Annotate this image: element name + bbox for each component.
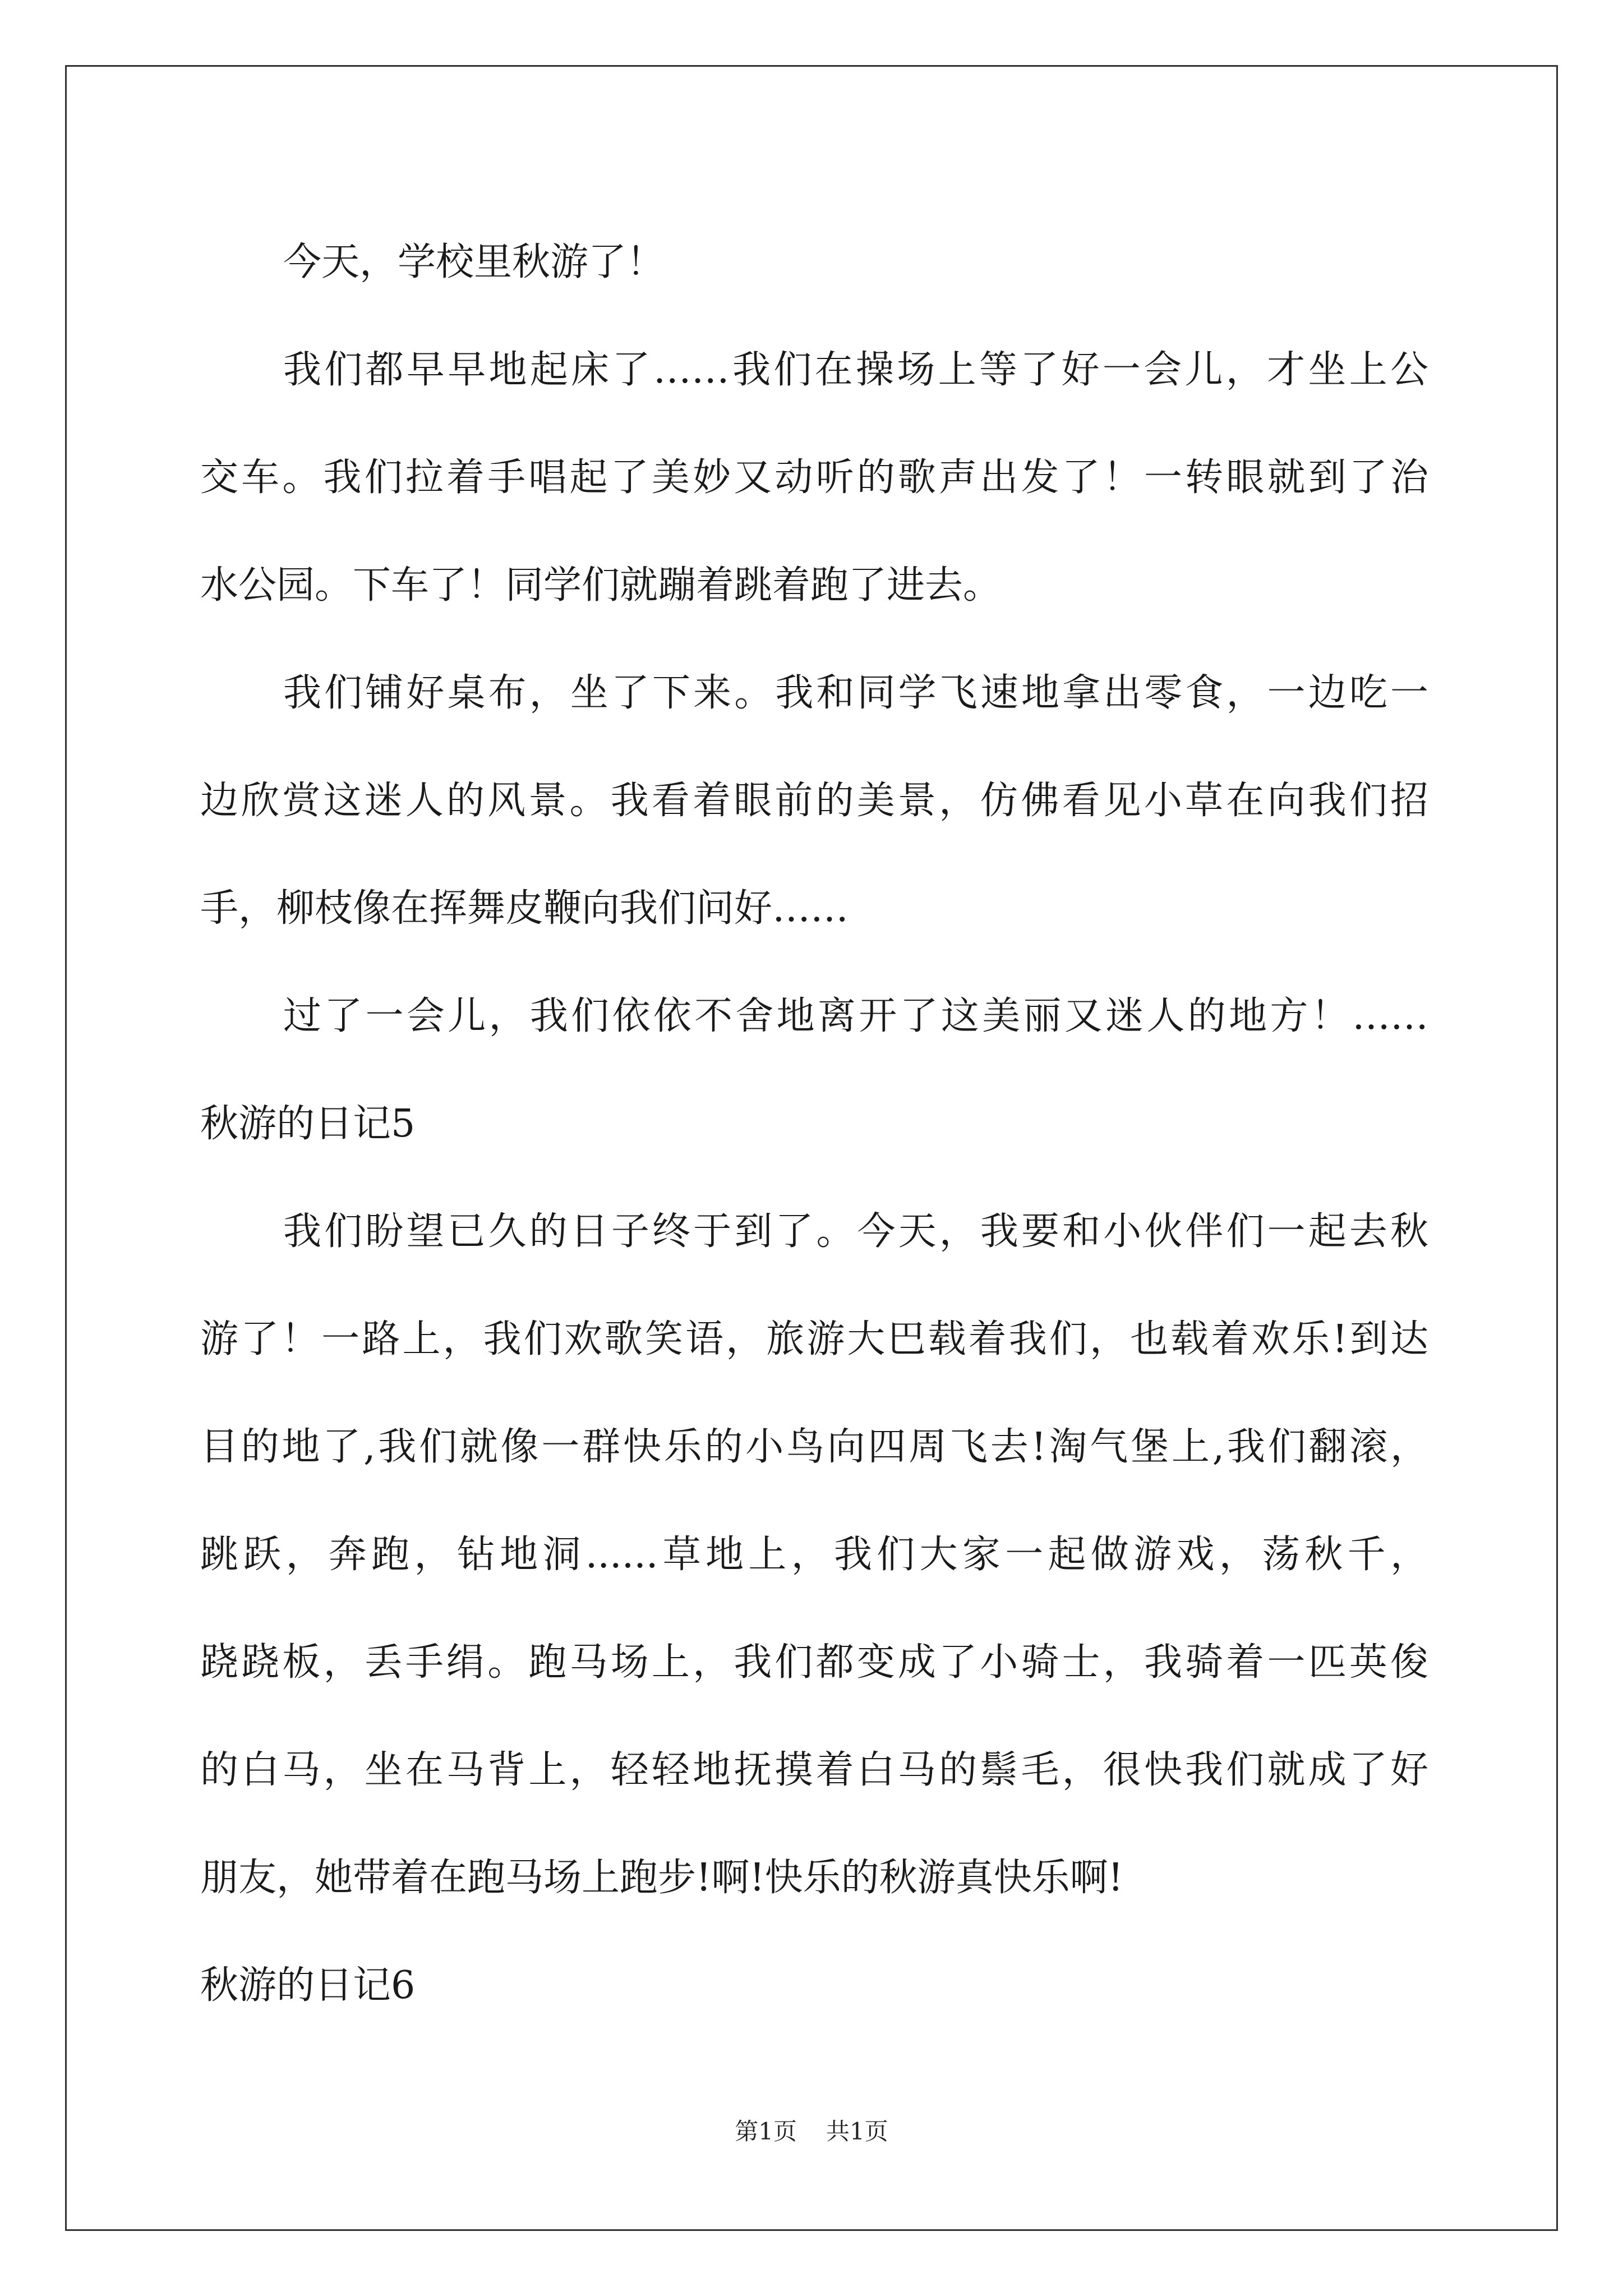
text-line: 目的地了,我们就像一群快乐的小鸟向四周飞去!淘气堡上,我们翻滚， bbox=[200, 1425, 1428, 1469]
text-line: 的白马，坐在马背上，轻轻地抚摸着白马的鬃毛，很快我们就成了好 bbox=[200, 1748, 1428, 1792]
page-number: 第1页 bbox=[735, 2118, 797, 2145]
text-line: 我们铺好桌布，坐了下来。我和同学飞速地拿出零食，一边吃一 bbox=[283, 671, 1428, 715]
text-line: 今天，学校里秋游了！ bbox=[283, 240, 665, 284]
text-line: 手，柳枝像在挥舞皮鞭向我们问好…… bbox=[200, 886, 849, 931]
text-line: 过了一会儿，我们依依不舍地离开了这美丽又迷人的地方！…… bbox=[283, 994, 1428, 1038]
text-line: 边欣赏这迷人的风景。我看着眼前的美景，仿佛看见小草在向我们招 bbox=[200, 779, 1428, 823]
text-line: 我们都早早地起床了……我们在操场上等了好一会儿，才坐上公 bbox=[283, 348, 1428, 392]
text-line: 我们盼望已久的日子终于到了。今天，我要和小伙伴们一起去秋 bbox=[283, 1209, 1428, 1254]
text-line: 朋友，她带着在跑马场上跑步!啊!快乐的秋游真快乐啊! bbox=[200, 1856, 1123, 1900]
text-line: 交车。我们拉着手唱起了美妙又动听的歌声出发了！一转眼就到了治 bbox=[200, 455, 1428, 500]
text-line: 跷跷板，丢手绢。跑马场上，我们都变成了小骑士，我骑着一匹英俊 bbox=[200, 1640, 1428, 1685]
document-body bbox=[200, 209, 1428, 2040]
section-heading: 秋游的日记6 bbox=[200, 1963, 416, 2008]
text-line: 水公园。下车了！同学们就蹦着跳着跑了进去。 bbox=[200, 563, 1002, 608]
text-line: 跳跃，奔跑，钻地洞......草地上，我们大家一起做游戏，荡秋千， bbox=[200, 1533, 1428, 1577]
page-total: 共1页 bbox=[826, 2118, 888, 2145]
page-footer bbox=[0, 2115, 1623, 2148]
section-heading: 秋游的日记5 bbox=[200, 1102, 416, 1146]
text-line: 游了！一路上，我们欢歌笑语，旅游大巴载着我们，也载着欢乐!到达 bbox=[200, 1317, 1428, 1361]
